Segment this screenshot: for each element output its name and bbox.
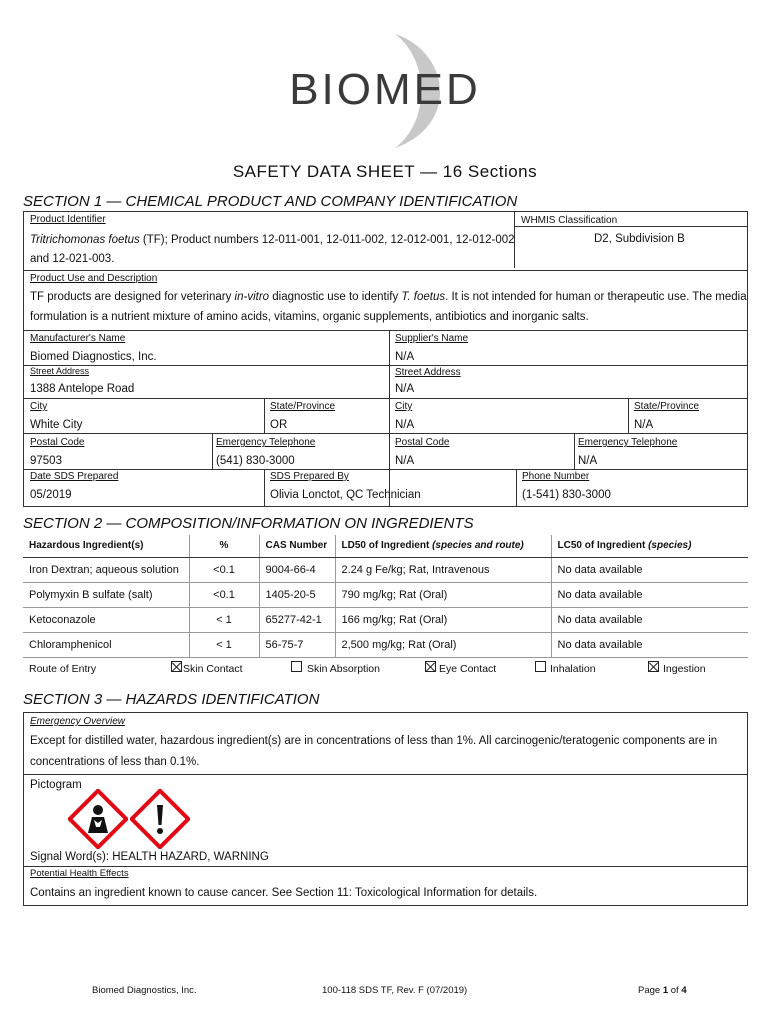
whmis-value: D2, Subdivision B: [594, 233, 685, 245]
city-value: White City: [30, 419, 83, 431]
route-checkbox-skin-absorption[interactable]: [291, 661, 302, 672]
supplier-value: N/A: [395, 351, 415, 363]
route-label: Inhalation: [550, 663, 596, 675]
cas-cell: 56-75-7: [259, 632, 335, 657]
table-row: [23, 557, 748, 582]
supplier-street-value: N/A: [395, 383, 415, 395]
phone-label: Phone Number: [522, 471, 590, 482]
percent-cell: < 1: [189, 632, 259, 657]
ingredient-cell: Iron Dextran; aqueous solution: [23, 557, 189, 582]
lc50-cell: No data available: [551, 607, 748, 632]
product-identifier-value-cont: and 12-021-003.: [30, 253, 115, 265]
pictogram-label: Pictogram: [30, 779, 82, 791]
percent-cell: < 1: [189, 607, 259, 632]
supplier-state-label: State/Province: [634, 401, 700, 412]
footer-doc-ref: 100-118 SDS TF, Rev. F (07/2019): [322, 985, 468, 996]
emergency-value: (541) 830-3000: [216, 455, 295, 467]
route-checkbox-inhalation[interactable]: [535, 661, 546, 672]
ingredient-cell: Ketoconazole: [23, 607, 189, 632]
ingredients-table: [23, 535, 748, 658]
lc50-cell: No data available: [551, 632, 748, 657]
supplier-city-value: N/A: [395, 419, 415, 431]
postal-label: Postal Code: [30, 437, 85, 448]
footer-page: Page 1 of 4: [638, 985, 687, 996]
lc50-cell: No data available: [551, 582, 748, 607]
route-checkbox-skin-contact[interactable]: [171, 661, 182, 672]
cas-cell: 1405-20-5: [259, 582, 335, 607]
signal-words: Signal Word(s): HEALTH HAZARD, WARNING: [30, 851, 269, 863]
supplier-emergency-value: N/A: [578, 455, 598, 467]
cas-cell: 9004-66-4: [259, 557, 335, 582]
ld50-cell: 166 mg/kg; Rat (Oral): [335, 607, 551, 632]
section-2-title: SECTION 2 — COMPOSITION/INFORMATION ON INGREDIENTS: [23, 515, 474, 532]
product-use-label: Product Use and Description: [30, 273, 158, 284]
route-label: Ingestion: [663, 663, 706, 675]
lc50-cell: No data available: [551, 557, 748, 582]
potential-health-effects-text: Contains an ingredient known to cause cancer. See Section 11: Toxicological Information for details.: [30, 887, 538, 899]
table-row: [23, 607, 748, 632]
col-cas: CAS Number: [259, 535, 335, 557]
ld50-cell: 2,500 mg/kg; Rat (Oral): [335, 632, 551, 657]
prepared-by-label: SDS Prepared By: [270, 471, 349, 482]
supplier-emergency-label: Emergency Telephone: [578, 437, 678, 448]
city-label: City: [30, 401, 48, 412]
route-checkbox-ingestion[interactable]: [648, 661, 659, 672]
company-logo: [0, 30, 770, 150]
table-row: [23, 632, 748, 657]
product-identifier-value: Tritrichomonas foetus (TF); Product numbers 12-011-001, 12-011-002, 12-012-001, 12-012-002: [30, 234, 515, 246]
logo-text: BIOMED: [289, 65, 481, 114]
phone-value: (1-541) 830-3000: [522, 489, 611, 501]
date-prepared-label: Date SDS Prepared: [30, 471, 119, 482]
supplier-postal-value: N/A: [395, 455, 415, 467]
supplier-street-label: Street Address: [395, 367, 461, 378]
ingredients-header-row: [23, 535, 748, 557]
route-of-entry-label: Route of Entry: [29, 663, 97, 675]
section-3-box: [23, 712, 748, 906]
col-ld50: LD50 of Ingredient (species and route): [335, 535, 551, 557]
date-prepared-value: 05/2019: [30, 489, 72, 501]
street-label: Street Address: [30, 366, 90, 376]
manufacturer-value: Biomed Diagnostics, Inc.: [30, 351, 157, 363]
emergency-overview-text-cont: concentrations of less than 0.1%.: [30, 756, 200, 768]
percent-cell: <0.1: [189, 582, 259, 607]
manufacturer-label: Manufacturer's Name: [30, 333, 126, 344]
section-1-title: SECTION 1 — CHEMICAL PRODUCT AND COMPANY IDENTIFICATION: [23, 193, 518, 210]
street-value: 1388 Antelope Road: [30, 383, 135, 395]
ingredient-cell: Chloramphenicol: [23, 632, 189, 657]
table-row: [23, 582, 748, 607]
state-label: State/Province: [270, 401, 336, 412]
supplier-label: Supplier's Name: [395, 333, 469, 344]
route-label: Eye Contact: [439, 663, 497, 675]
ld50-cell: 2.24 g Fe/kg; Rat, Intravenous: [335, 557, 551, 582]
health-hazard-icon: [68, 789, 128, 854]
footer-company: Biomed Diagnostics, Inc.: [92, 985, 197, 996]
whmis-label: WHMIS Classification: [521, 215, 618, 226]
supplier-postal-label: Postal Code: [395, 437, 450, 448]
product-use-text: TF products are designed for veterinary in-vitro diagnostic use to identify T. foetus. It is not intended for human or therapeutic use. The media: [30, 291, 747, 303]
state-value: OR: [270, 419, 288, 431]
postal-value: 97503: [30, 455, 62, 467]
cas-cell: 65277-42-1: [259, 607, 335, 632]
col-ingredient: Hazardous Ingredient(s): [23, 535, 189, 557]
section-1-table: [23, 211, 748, 507]
route-label: Skin Contact: [183, 663, 243, 675]
emergency-overview-label: Emergency Overview: [30, 716, 126, 727]
supplier-city-label: City: [395, 401, 413, 412]
supplier-state-value: N/A: [634, 419, 654, 431]
document-title: SAFETY DATA SHEET — 16 Sections: [232, 162, 538, 181]
product-identifier-label: Product Identifier: [30, 214, 106, 225]
emergency-label: Emergency Telephone: [216, 437, 316, 448]
product-use-text-cont: formulation is a nutrient mixture of amino acids, vitamins, organic supplements, antibiotics and inorganic salts.: [30, 311, 589, 323]
route-label: Skin Absorption: [307, 663, 380, 675]
route-of-entry: [23, 660, 748, 678]
section-3-title: SECTION 3 — HAZARDS IDENTIFICATION: [23, 691, 320, 708]
ld50-cell: 790 mg/kg; Rat (Oral): [335, 582, 551, 607]
prepared-by-value: Olivia Lonctot, QC Technician: [270, 489, 421, 501]
col-percent: %: [189, 535, 259, 557]
route-checkbox-eye-contact[interactable]: [425, 661, 436, 672]
exclamation-mark-icon: [130, 789, 190, 854]
col-lc50: LC50 of Ingredient (species): [551, 535, 748, 557]
emergency-overview-text: Except for distilled water, hazardous ingredient(s) are in concentrations of less than 1%. All carcinogenic/teratogenic components are in: [30, 735, 718, 747]
potential-health-effects-label: Potential Health Effects: [30, 868, 129, 879]
ingredient-cell: Polymyxin B sulfate (salt): [23, 582, 189, 607]
percent-cell: <0.1: [189, 557, 259, 582]
